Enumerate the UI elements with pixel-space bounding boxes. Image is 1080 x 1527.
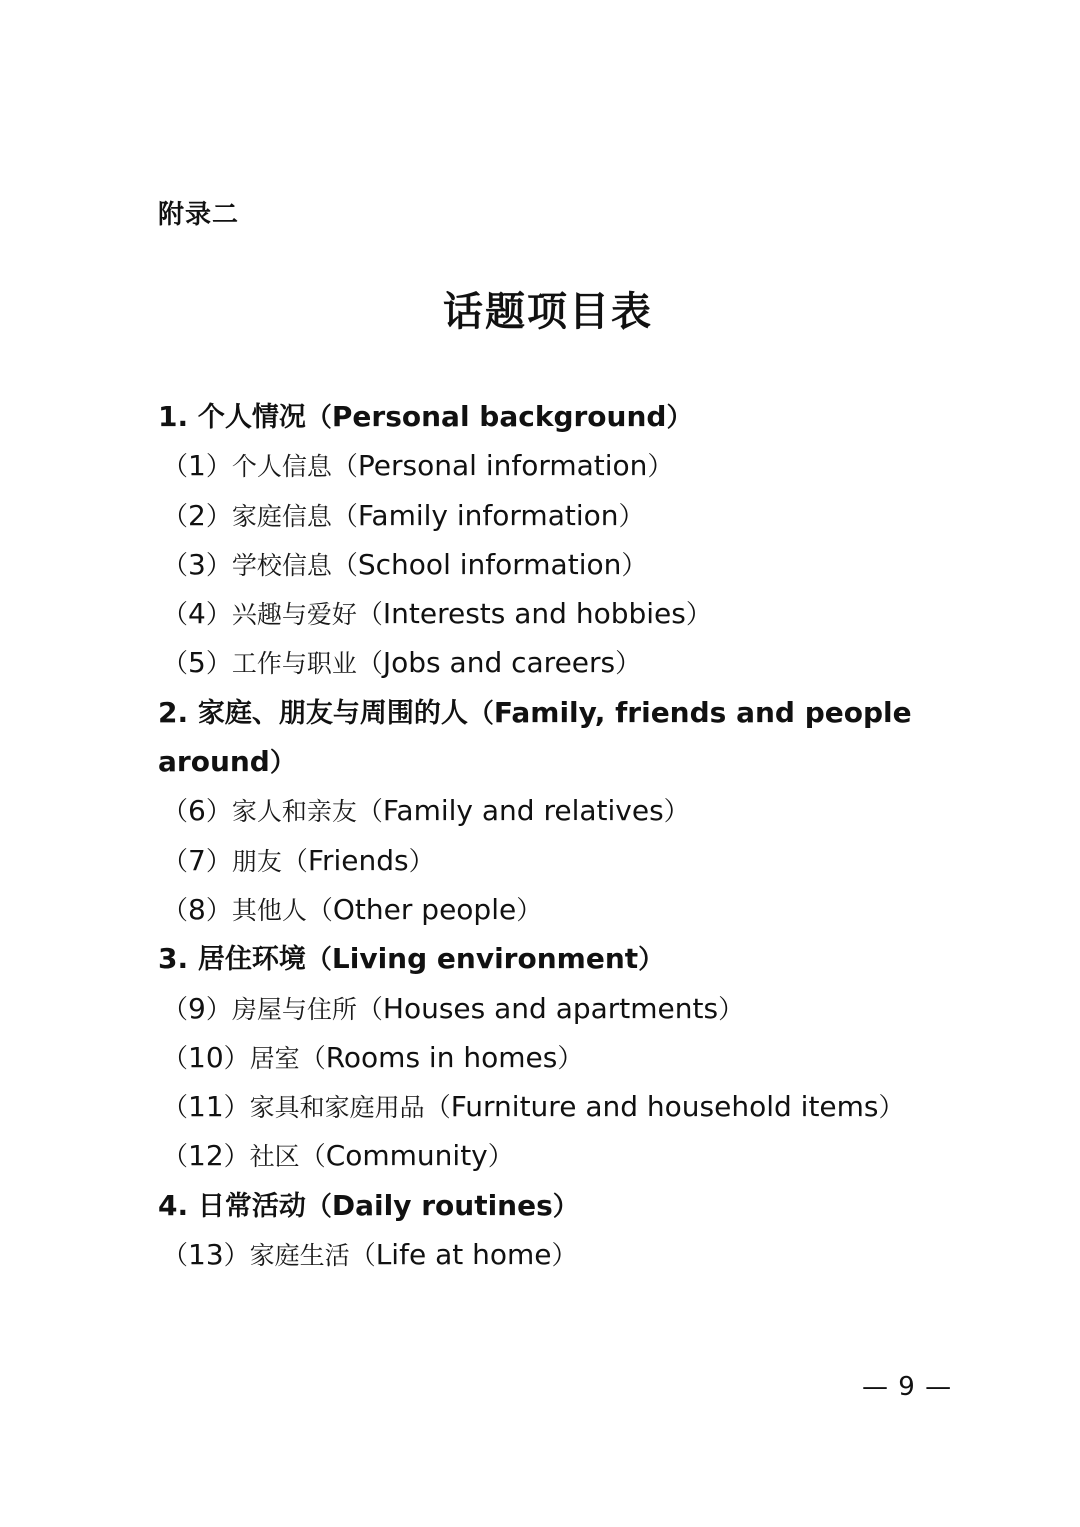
topic-number: 5 [188,646,206,680]
section-number: 1. [158,400,189,433]
section-heading: 4. 日常活动（Daily routines） [158,1188,579,1222]
topic-title-en: Family information [357,498,619,532]
topic-title-zh: 家庭信息 [231,501,332,531]
topic-title-zh: 兴趣与爱好 [231,600,357,630]
topic-number: 4 [188,597,206,631]
section-heading: 2. 家庭、朋友与周围的人（Family, friends and people [158,695,912,729]
topic-item: （4）兴趣与爱好（Interests and hobbies） [162,597,712,631]
topic-title-zh: 家庭生活 [249,1241,350,1271]
section-title-en: Daily routines [331,1188,553,1222]
appendix-label: 附录二 [158,200,240,230]
topic-number: 6 [188,794,206,828]
section-title-en-continued: around [158,745,270,779]
topic-title-zh: 房屋与住所 [231,994,357,1024]
topic-number: 3 [188,547,206,581]
section-number: 3. [158,942,189,976]
section-title-zh: 个人情况 [197,402,306,433]
topic-title-zh: 朋友 [231,846,282,876]
topic-item: （13）家庭生活（Life at home） [162,1238,578,1272]
topic-title-en: Life at home [375,1238,552,1272]
topic-number: 10 [188,1040,224,1074]
section-heading: 1. 个人情况（Personal background） [158,400,693,433]
topic-title-en: Furniture and household items [450,1090,879,1124]
topic-item: （9）房屋与住所（Houses and apartments） [162,991,745,1025]
section-title-en: Personal background [331,400,667,433]
page-title: 话题项目表 [443,288,653,335]
topic-title-zh: 学校信息 [231,550,332,580]
topic-number: 1 [188,449,206,483]
topic-title-en: Friends [307,843,409,877]
topic-item: （5）工作与职业（Jobs and careers） [162,646,642,680]
section-title-en: Living environment [331,942,639,976]
topic-title-en: Jobs and careers [382,646,616,680]
topic-item: （12）社区（Community） [162,1139,514,1173]
topic-number: 2 [188,498,206,532]
topic-title-en: School information [357,547,622,581]
topic-title-zh: 个人信息 [231,452,332,482]
topic-number: 8 [188,892,206,926]
topic-item: （2）家庭信息（Family information） [162,498,645,532]
topic-item: （3）学校信息（School information） [162,547,648,581]
section-heading: 3. 居住环境（Living environment） [158,942,665,976]
section-heading-continued: around） [158,745,296,779]
topic-list [158,392,958,1279]
topic-item: （8）其他人（Other people） [162,892,543,926]
topic-title-en: Community [325,1139,488,1173]
topic-number: 11 [188,1090,224,1124]
topic-number: 7 [188,843,206,877]
topic-number: 12 [188,1139,224,1173]
page-number: — 9 — [862,1372,953,1402]
topic-item: （7）朋友（Friends） [162,843,435,877]
topic-title-zh: 居室 [249,1043,300,1073]
topic-title-en: Houses and apartments [382,991,719,1025]
topic-number: 13 [188,1238,224,1272]
topic-title-zh: 社区 [249,1142,300,1172]
topic-title-zh: 其他人 [231,895,307,925]
topic-title-en: Other people [332,892,517,926]
topic-title-en: Interests and hobbies [382,597,686,631]
topic-title-en: Family and relatives [382,794,664,828]
topic-title-en: Personal information [357,449,648,483]
section-number: 4. [158,1188,189,1222]
section-number: 2. [158,695,189,729]
topic-item: （10）居室（Rooms in homes） [162,1040,584,1074]
section-title-zh: 居住环境 [197,944,306,976]
section-title-en: Family, friends and people [493,695,912,729]
topic-item: （1）个人信息（Personal information） [162,449,674,483]
section-title-zh: 日常活动 [197,1190,306,1222]
topic-title-zh: 家人和亲友 [231,797,357,827]
topic-item: （6）家人和亲友（Family and relatives） [162,794,690,828]
topic-number: 9 [188,991,206,1025]
topic-title-zh: 家具和家庭用品 [249,1093,425,1123]
topic-title-en: Rooms in homes [325,1040,558,1074]
section-title-zh: 家庭、朋友与周围的人 [197,697,468,729]
topic-title-zh: 工作与职业 [231,649,357,679]
topic-item: （11）家具和家庭用品（Furniture and household items） [162,1090,905,1124]
